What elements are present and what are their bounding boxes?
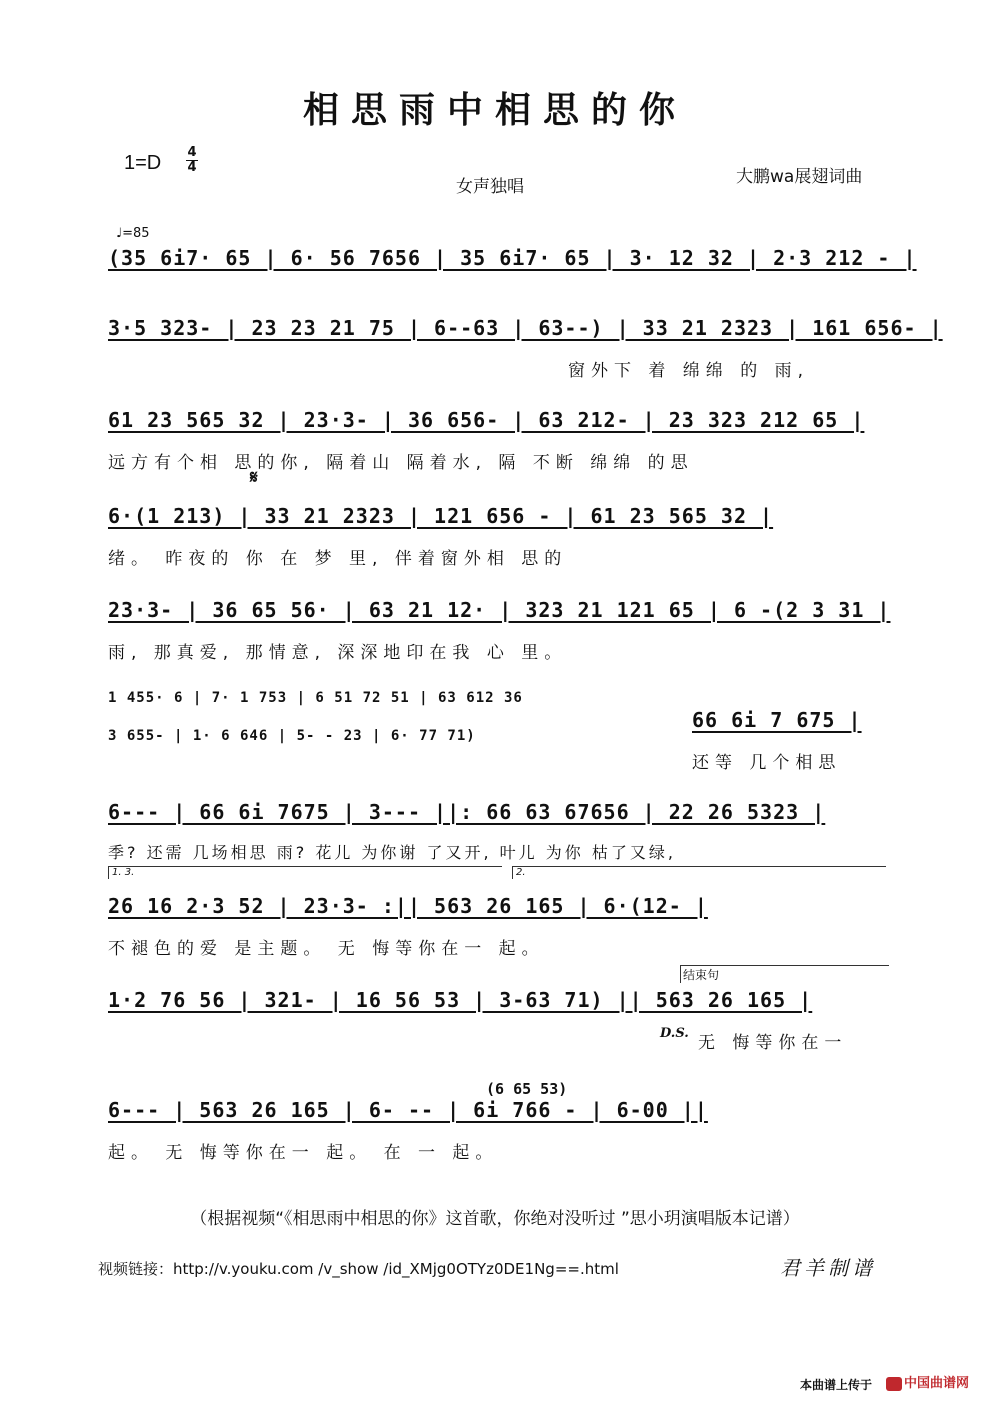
score-notes: 66 6i 7 675 | (692, 708, 862, 732)
score-lyrics: 远方有个相 思的你, 隔着山 隔着水, 隔 不断 绵绵 的思 (108, 453, 694, 473)
score-notes: 6--- | 66 6i 7675 | 3--- ||: 66 63 67656 | 22 26 5323 | (108, 800, 826, 824)
score-row-8 (108, 894, 894, 960)
score-notes: 61 23 565 32 | 23·3- | 36 656- | 63 212- | 23 323 212 65 | (108, 408, 865, 432)
score-lyrics: 雨, 那真爱, 那情意, 深深地印在我 心 里。 (108, 643, 568, 663)
score-row-2 (108, 316, 943, 382)
score-row-10 (108, 1098, 894, 1164)
score-notes: (35 6i7· 65 | 6· 56 7656 | 35 6i7· 65 | 3· 12 32 | 2·3 212 - | (108, 246, 917, 270)
video-link[interactable]: 视频链接：http://v.youku.com /v_show /id_XMjg0OTYz0DE1Ng==.html (98, 1260, 619, 1278)
site-logo[interactable] (886, 1372, 969, 1391)
time-signature-top: 4 (187, 145, 197, 160)
score-lyrics: 不褪色的爱 是主题。 无 悔等你在一 起。 (108, 939, 545, 959)
volta-bracket-1: 1. 3. (108, 866, 502, 879)
score-lyrics: 窗外下 着 绵绵 的 雨, (568, 361, 810, 381)
score-lyrics: 绪。 昨夜的 你 在 梦 里, 伴着窗外相 思的 (108, 549, 568, 569)
source-footnote: （根据视频“《相思雨中相思的你》这首歌，你绝对没听过 ”思小玥演唱版本记谱） (190, 1209, 800, 1229)
grace-notes: (6 65 53) (486, 1080, 568, 1098)
interlude-lower-voice: 3 655- | 1· 6 646 | 5- - 23 | 6· 77 71) (108, 728, 476, 744)
score-notes: 6--- | 563 26 165 | 6- -- | 6i 766 - | 6-00 || (108, 1098, 708, 1122)
segno-sign: 𝄋 (250, 467, 258, 488)
volta-bracket-2: 2. (512, 866, 886, 879)
score-row-6 (692, 708, 892, 774)
performer-label: 女声独唱 (456, 177, 524, 197)
score-row-7 (108, 800, 894, 866)
key-signature: 1=D (124, 152, 162, 174)
score-row-3 (108, 408, 894, 474)
score-row-5 (108, 598, 894, 664)
score-lyrics: 无 悔等你在一 (698, 1033, 848, 1053)
tempo-marking: ♩=85 (116, 226, 150, 241)
time-signature (186, 146, 198, 175)
upload-text: 本曲谱上传于 (800, 1378, 873, 1392)
score-notes: 26 16 2·3 52 | 23·3- :|| 563 26 165 | 6·(12- | (108, 894, 708, 918)
score-notes: 1·2 76 56 | 321- | 16 56 53 | 3-63 71) || 563 26 165 | (108, 988, 813, 1012)
arranger-signature: 君羊制谱 (780, 1256, 876, 1280)
page-title: 相思雨中相思的你 (302, 89, 687, 131)
score-row-4 (108, 504, 894, 570)
dal-segno-marking: D.S. (660, 1026, 689, 1041)
logo-icon (886, 1377, 902, 1391)
score-notes: 23·3- | 36 65 56· | 63 21 12· | 323 21 121 65 | 6 -(2 3 31 | (108, 598, 891, 622)
score-notes: 3·5 323- | 23 23 21 75 | 6--63 | 63--) | 33 21 2323 | 161 656- | (108, 316, 943, 340)
score-row-9 (108, 988, 894, 1054)
site-logo-text: 中国曲谱网 (904, 1376, 970, 1391)
time-signature-bottom: 4 (187, 160, 197, 175)
score-lyrics: 还等 几个相思 (692, 753, 842, 773)
ending-label: 结束句 (680, 965, 889, 983)
score-row-1 (108, 246, 917, 312)
score-lyrics: 季? 还需 几场相思 雨? 花儿 为你谢 了又开, 叶儿 为你 枯了又绿, (108, 843, 676, 862)
score-lyrics: 起。 无 悔等你在一 起。 在 一 起。 (108, 1143, 499, 1163)
score-notes: 6·(1 213) | 33 21 2323 | 121 656 - | 61 23 565 32 | (108, 504, 774, 528)
interlude-upper-voice: 1 455· 6 | 7· 1 753 | 6 51 72 51 | 63 612 36 (108, 690, 523, 706)
composer-label: 大鹏wa展翅词曲 (736, 167, 863, 187)
